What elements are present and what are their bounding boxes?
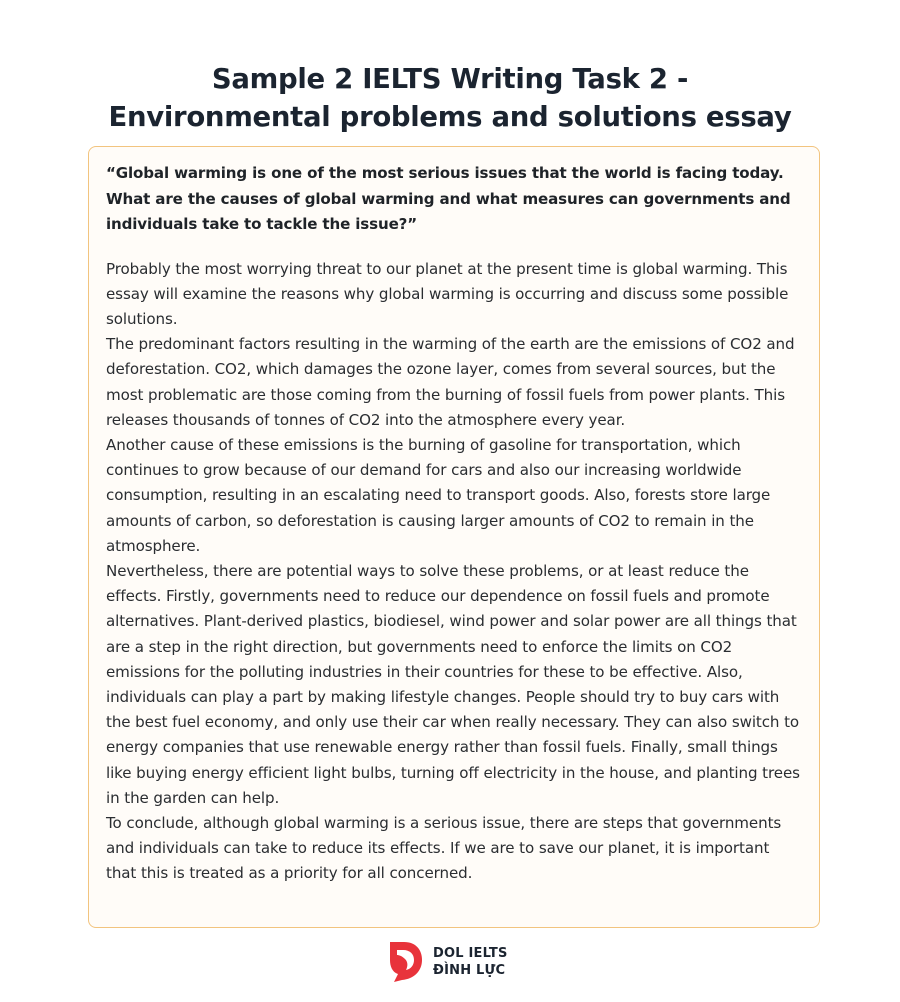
page-title-line-2: Environmental problems and solutions essay [108, 101, 792, 133]
essay-paragraph-conclusion: To conclude, although global warming is a serious issue, there are steps that governments and individuals can take to reduce its effects. If we are to save our planet, it is important that this is treated as a priority for all concerned. [106, 813, 782, 883]
brand-footer [388, 940, 508, 984]
page-title-line-1: Sample 2 IELTS Writing Task 2 - [211, 63, 689, 95]
brand-name [433, 945, 508, 979]
essay-paragraph-solutions: Nevertheless, there are potential ways to solve these problems, or at least reduce the effects. Firstly, governments need to reduce our dependence on fossil fuels and promote alternatives. Plant-derived plastics, biodiesel, wind power and solar power are all things that are a step in the right direction, but governments need to enforce the limits on CO2 emissions for the polluting industries in their countries for these to be effective. Also, individuals can play a part by making lifestyle changes. People should try to buy cars with the best fuel economy, and only use their car when really necessary. They can also switch to energy companies that use renewable energy rather than fossil fuels. Finally, small things like buying energy efficient light bulbs, turning off electricity in the house, and planting trees in the garden can help. [106, 561, 800, 807]
essay-paragraph-cause-2: Another cause of these emissions is the burning of gasoline for transportation, which continues to grow because of our demand for cars and also our increasing worldwide consumption, resulting in an escalating need to transport goods. Also, forests store large amounts of carbon, so deforestation is causing larger amounts of CO2 to remain in the atmosphere. [106, 435, 771, 555]
brand-line-2: ĐÌNH LỰC [433, 963, 506, 978]
essay-question: “Global warming is one of the most serious issues that the world is facing today. What are the causes of global warming and what measures can governments and individuals take to tackle the issue?” [106, 164, 791, 233]
essay-body [106, 257, 803, 887]
essay-paragraph-cause-1: The predominant factors resulting in the warming of the earth are the emissions of CO2 and deforestation. CO2, which damages the ozone layer, comes from several sources, but the most problematic are those coming from the burning of fossil fuels from power plants. This releases thousands of tonnes of CO2 into the atmosphere every year. [106, 335, 795, 429]
brand-line-1: DOL IELTS [433, 946, 508, 961]
essay-card [88, 146, 820, 928]
essay-paragraph-intro: Probably the most worrying threat to our planet at the present time is global warming. This essay will examine the reasons why global warming is occurring and discuss some possible solutions. [106, 259, 789, 328]
dol-logo-icon [388, 940, 424, 984]
page-title [40, 60, 860, 136]
